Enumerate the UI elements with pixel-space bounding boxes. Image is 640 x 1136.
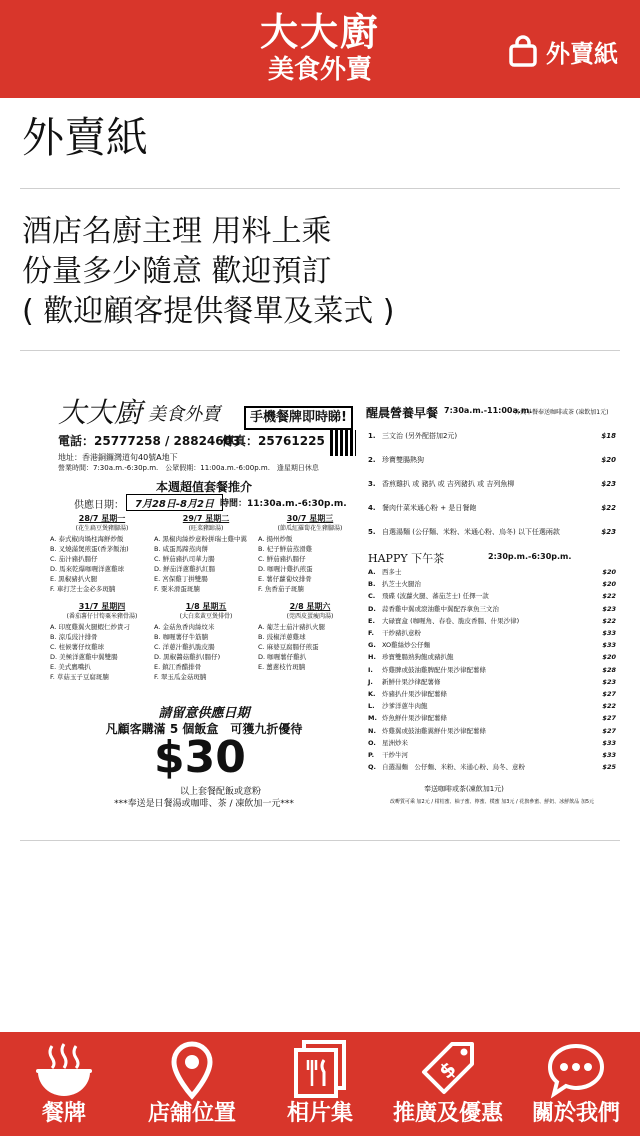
dish-item: B. 涼瓜豉汁排骨 xyxy=(50,633,98,641)
item-number: 3. xyxy=(368,480,376,488)
dish-item: E. 薯仔蘿蔔炆排骨 xyxy=(258,575,312,583)
intro-line: 酒店名廚主理 用料上乘 xyxy=(22,214,332,249)
dish-item: D. 鮮茄洋蔥雞扒紅腸 xyxy=(154,565,216,573)
takeaway-menu-image[interactable] xyxy=(20,380,620,820)
dish-item: D. 美極洋蔥雞中翼雙腸 xyxy=(50,653,118,661)
dish-item: E. 黑椒豬扒火腿 xyxy=(50,575,98,583)
divider xyxy=(20,350,620,351)
item-name: 大碌寶盒 (咖喱角、春卷、脆皮香腸、什果沙律) xyxy=(382,616,520,625)
intro-line: 份量多少隨意 歡迎預訂 xyxy=(22,254,332,289)
nav-photo-gallery-label: 相片集 xyxy=(286,1101,353,1126)
bottom-navigation xyxy=(0,1032,640,1136)
item-number: F. xyxy=(368,629,374,637)
price-tag-icon xyxy=(418,1040,478,1100)
item-price: $20 xyxy=(602,580,616,589)
dish-item: F. 翠玉瓜金菇斑腩 xyxy=(154,673,207,681)
nav-promotions[interactable] xyxy=(384,1032,512,1136)
tea-drinks-note: 奉送咖啡或茶(凍飲加1元) xyxy=(424,785,504,793)
breakfast-time: 7:30a.m.-11:00a.m. xyxy=(444,406,533,415)
shopping-bag-icon xyxy=(508,35,538,67)
item-name: 干炒豬扒意粉 xyxy=(382,629,421,637)
item-name: 蒜香雞中翼或滾油雞中翼配吞拿魚三文治 xyxy=(382,604,499,613)
day-soup: (大白菜黃豆煲排骨) xyxy=(179,613,233,620)
nav-about-us-label: 關於我們 xyxy=(531,1101,620,1126)
item-number: J. xyxy=(368,677,373,686)
item-price: $20 xyxy=(602,653,616,662)
menu-left-panel xyxy=(44,380,364,820)
food-bowl-icon xyxy=(34,1040,94,1100)
item-number: E. xyxy=(368,616,375,625)
item-number: 1. xyxy=(368,432,376,440)
dish-item: A. 黑椒肉絲炒意粉拼瑞士雞中翼 xyxy=(154,535,247,543)
dish-item: C. 洋蔥汁雞扒脆皮腸 xyxy=(154,643,215,651)
day-heading: 28/7 星期一 xyxy=(78,514,126,523)
item-name: 自選湯麵 公仔麵、米粉、米通心粉、烏冬、意粉 xyxy=(382,763,525,772)
dish-item: C. 麻婆豆腐腸仔煎蛋 xyxy=(258,643,319,651)
day-soup: (花生扁豆煲豬腳湯) xyxy=(75,525,129,532)
item-name: 炸雞脾或鼓油雞脾配什果沙律配薯條 xyxy=(382,665,486,674)
menu-phone: 電話：25777258 / 28824603 xyxy=(58,434,241,448)
item-name: 沙爹洋蔥牛肉飽 xyxy=(382,702,428,711)
dish-item: B. 咖喱薯仔牛筋腩 xyxy=(154,633,209,641)
menu-right-panel xyxy=(364,380,620,820)
item-number: A. xyxy=(368,568,376,576)
dish-item: C. 鮮茄豬扒司華力腸 xyxy=(154,555,215,563)
item-number: L. xyxy=(368,702,375,711)
weekly-title: 本週超值套餐推介 xyxy=(155,480,252,494)
item-name: 飛碟 (波蘿火腿、蕃茄芝士) 任擇一款 xyxy=(382,592,489,601)
item-price: $33 xyxy=(602,629,616,637)
item-price: $27 xyxy=(602,714,616,723)
takeaway-menu-button[interactable] xyxy=(508,34,618,68)
item-number: 5. xyxy=(368,528,376,536)
item-price: $28 xyxy=(602,665,616,674)
day-menu xyxy=(50,602,154,682)
qr-code-icon xyxy=(330,430,356,456)
nav-menu[interactable] xyxy=(0,1032,128,1136)
location-pin-icon xyxy=(162,1040,222,1100)
day-menu xyxy=(154,602,258,682)
day-menu xyxy=(154,514,258,594)
app-header xyxy=(0,0,640,98)
dish-item: D. 黑椒醬菇雞扒(腸仔) xyxy=(154,653,221,661)
tea-title: HAPPY 下午茶 xyxy=(368,552,445,565)
item-price: $33 xyxy=(602,738,616,747)
dish-item: B. 杞子鮮茄蒸滑雞 xyxy=(258,545,313,553)
item-number: P. xyxy=(368,751,375,759)
brand-subtitle: 美食外賣 xyxy=(267,55,372,85)
item-price: $23 xyxy=(601,528,616,536)
dish-item: E. 宮保雞丁拼雙腸 xyxy=(154,575,208,583)
item-price: $18 xyxy=(601,432,616,440)
item-price: $22 xyxy=(602,592,616,601)
item-price: $33 xyxy=(602,751,616,759)
brand-name: 大大廚 xyxy=(259,10,380,54)
item-price: $33 xyxy=(602,641,616,650)
promo-text: 凡顧客購滿 5 個飯盒 可獲九折優待 xyxy=(105,722,303,736)
dish-item: D. 咖喱汁雞扒煎蛋 xyxy=(258,565,313,573)
day-menu xyxy=(258,514,362,594)
chat-bubble-icon xyxy=(546,1040,606,1100)
item-name: 西多士 xyxy=(382,568,402,576)
item-number: N. xyxy=(368,726,376,735)
item-name: 新鮮什果沙律配薯條 xyxy=(382,677,441,686)
page-title: 外賣紙 xyxy=(22,113,149,162)
day-soup: (莞西皮蛋瘦肉湯) xyxy=(286,613,334,620)
menu-logo-sub: 美食外賣 xyxy=(148,404,220,425)
item-price: $22 xyxy=(602,702,616,711)
breakfast-title: 醒晨營養早餐 xyxy=(366,406,439,420)
item-price: $20 xyxy=(602,568,616,576)
intro-line: ( 歡迎顧客提供餐單及菜式 ) xyxy=(22,294,395,329)
divider xyxy=(20,840,620,841)
nav-about-us[interactable] xyxy=(512,1032,640,1136)
day-heading: 30/7 星期三 xyxy=(286,514,334,523)
takeaway-menu-label: 外賣紙 xyxy=(546,39,618,68)
day-soup: (番茄薯仔甘筍粟米豬骨湯) xyxy=(66,613,138,620)
intro-text xyxy=(22,212,394,332)
svg-text:$: $ xyxy=(433,1056,461,1084)
item-name: 珍寶雙腸熟狗飽或豬扒飽 xyxy=(382,653,454,662)
day-soup: (旺菜豬蹄湯) xyxy=(188,525,224,532)
item-price: $22 xyxy=(602,616,616,625)
dish-item: E. 鎮江香醋排骨 xyxy=(154,663,202,671)
dish-item: A. 印度雞翼火腿蝦仁炒貴刁 xyxy=(50,623,130,631)
notice-title: 請留意供應日期 xyxy=(158,706,250,721)
item-price: $27 xyxy=(602,726,616,735)
item-price: $23 xyxy=(602,604,616,613)
day-heading: 1/8 星期五 xyxy=(185,602,227,611)
dish-item: B. 叉燒滿煲煎蛋(香茅飯油) xyxy=(50,545,129,553)
item-number: D. xyxy=(368,604,376,613)
item-name: 干炒牛河 xyxy=(382,751,408,759)
item-name: 珍寶雙腸熱狗 xyxy=(382,456,424,464)
dish-item: E. 薑蔥枝竹斑腩 xyxy=(258,663,306,671)
date-value: 7月28日-8月2日 xyxy=(126,494,223,511)
nav-menu-label: 餐牌 xyxy=(41,1101,86,1126)
menu-fax: 傳真：25761225 xyxy=(222,434,325,448)
dish-item: A. 揚州炒飯 xyxy=(258,535,293,543)
dish-item: F. 粟米滑蛋斑腩 xyxy=(154,585,200,593)
dish-item: B. 咸蛋馬蹄蒸肉餅 xyxy=(154,545,209,553)
item-price: $22 xyxy=(601,504,616,512)
nav-photo-gallery[interactable] xyxy=(256,1032,384,1136)
item-name: 炸魚鮮什果沙律配薯條 xyxy=(382,714,447,723)
item-number: O. xyxy=(368,738,376,747)
dish-item: A. 金菇魚香肉絲炆米 xyxy=(154,623,215,631)
day-menu xyxy=(50,514,154,594)
item-name: 香煎雞扒 或 豬扒 或 吉列豬扒 或 吉列魚柳 xyxy=(382,480,515,488)
item-number: H. xyxy=(368,653,376,662)
dish-item: E. 美式鷹嘴扒 xyxy=(50,663,91,671)
menu-slogan: 手機餐牌即時睇! xyxy=(244,406,353,430)
day-heading: 31/7 星期四 xyxy=(78,602,126,611)
item-number: G. xyxy=(368,641,376,650)
dish-item: C. 柱候薯仔炆雞球 xyxy=(50,643,105,651)
item-name: 炸豬扒什果沙律配薯條 xyxy=(382,690,447,698)
item-price: $25 xyxy=(602,763,616,772)
item-name: 星洲炒米 xyxy=(382,738,408,747)
photo-album-icon xyxy=(290,1040,350,1100)
item-number: B. xyxy=(368,580,376,589)
item-number: 4. xyxy=(368,504,376,512)
item-name: 三文治 (另外配搭加2元) xyxy=(382,432,458,440)
nav-store-location[interactable] xyxy=(128,1032,256,1136)
dish-item: D. 咖喱薯仔雞扒 xyxy=(258,653,307,661)
nav-promotions-label: 推廣及優惠 xyxy=(392,1101,503,1126)
item-name: 餐肉什菜米通心粉 + 是日餐飽 xyxy=(382,504,477,512)
dish-item: B. 豉椒洋蔥雞球 xyxy=(258,633,306,641)
drinks-note: ***奉送是日餐湯或咖啡、茶 / 凍飲加一元*** xyxy=(114,799,294,809)
item-name: XO雞絲炒公仔麵 xyxy=(382,641,431,650)
day-heading: 2/8 星期六 xyxy=(289,602,331,611)
day-heading: 29/7 星期二 xyxy=(182,514,230,523)
breakfast-note: 各式早餐奉送咖啡或茶 (凍飲加1元) xyxy=(514,409,609,416)
menu-hours: 營業時間：7:30a.m.-6:30p.m. 公眾假期：11:00a.m.-6:00p.m. 逢星期日休息 xyxy=(58,464,319,472)
set-price: $30 xyxy=(154,732,246,783)
item-price: $27 xyxy=(602,690,616,698)
menu-address: 地址：香港銅鑼灣道旬40號A地下 xyxy=(58,453,178,462)
price-note: 以上套餐配飯或意粉 xyxy=(180,787,262,797)
item-name: 炸雞翼或鼓油雞翼鮮什果沙律配薯條 xyxy=(382,726,486,735)
day-menu xyxy=(258,602,362,672)
dish-item: C. 茄汁豬扒腸仔 xyxy=(50,555,98,563)
item-number: Q. xyxy=(368,763,376,772)
tea-time: 2:30p.m.-6:30p.m. xyxy=(488,552,572,561)
item-price: $20 xyxy=(601,456,616,464)
item-price: $23 xyxy=(601,480,616,488)
menu-logo-name: 大大廚 xyxy=(58,396,143,429)
dish-item: A. 泰式椒肉堝柱海鮮炒飯 xyxy=(50,535,124,543)
item-price: $23 xyxy=(602,677,616,686)
item-number: K. xyxy=(368,690,376,698)
item-number: M. xyxy=(368,714,377,723)
day-soup: (節瓜紅羅蔔花生豬腳湯) xyxy=(277,525,343,532)
item-name: 自選湯麵 (公仔麵、米粉、米通心粉、烏冬) 以下任選兩款 xyxy=(382,528,560,536)
dish-item: C. 鮮茄豬扒腸仔 xyxy=(258,555,306,563)
divider xyxy=(20,188,620,189)
item-number: 2. xyxy=(368,456,376,464)
dish-item: F. 草菇玉子豆腐斑腩 xyxy=(50,673,109,681)
nav-store-location-label: 店舖位置 xyxy=(147,1101,236,1126)
item-name: 扒芝士火腿治 xyxy=(382,580,421,589)
date-label: 供應日期： xyxy=(74,500,124,511)
time-label: 時間：11:30a.m.-6:30p.m. xyxy=(220,499,347,509)
item-number: C. xyxy=(368,592,376,601)
dish-item: A. 葡芝士茄汁豬扒火腿 xyxy=(258,623,325,631)
dish-item: F. 車打芝士金必多斑腩 xyxy=(50,585,116,593)
item-number: I. xyxy=(368,665,373,674)
footer-note: 改嘢質可乘 加2元 / 柑桔蜜、柚子蜜、檸蜜、樸蜜 加3元 / 花旗參蜜、鮮奶、冰鮮飲品 加5元 xyxy=(389,799,595,805)
dish-item: D. 馬來乾爆咖喱洋蔥雞球 xyxy=(50,565,125,573)
dish-item: F. 魚香茄子斑腩 xyxy=(258,585,304,593)
